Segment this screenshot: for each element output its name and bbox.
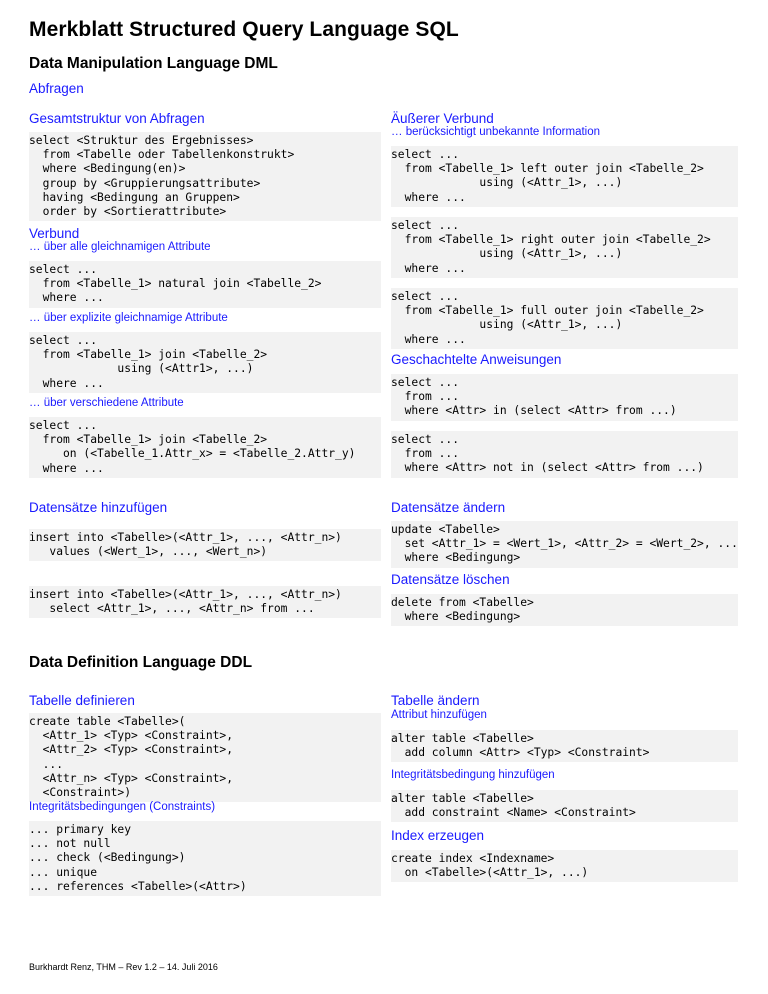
- code-line: from <Tabelle_1> right outer join <Tabelle_2>: [391, 233, 711, 247]
- index-heading: Index erzeugen: [391, 828, 485, 843]
- insert-heading: Datensätze hinzufügen: [29, 500, 168, 515]
- code-line: from <Tabelle_1> join <Tabelle_2>: [29, 433, 268, 447]
- code-line: from ...: [391, 390, 460, 404]
- code-line: <Constraint>): [29, 785, 132, 799]
- code-line: where ...: [391, 332, 466, 346]
- code-line: select <Attr_1>, ..., <Attr_n> from ...: [29, 602, 315, 616]
- code-line: from <Tabelle_1> full outer join <Tabelle_2>: [391, 304, 704, 318]
- verbund-on-sub: … über verschiedene Attribute: [29, 397, 184, 409]
- code-line: select ...: [29, 334, 98, 347]
- outer-join-sub: … berücksichtigt unbekannte Information: [391, 126, 601, 138]
- code-line: select ...: [391, 433, 460, 446]
- code-line: where ...: [29, 461, 104, 475]
- code-line: where ...: [29, 376, 104, 390]
- code-line: select ...: [391, 148, 460, 161]
- code-line: values (<Wert_1>, ..., <Wert_n>): [29, 545, 268, 559]
- code-line: on <Tabelle>(<Attr_1>, ...): [391, 866, 589, 880]
- nested-heading: Geschachtelte Anweisungen: [391, 352, 562, 367]
- footer: Burkhardt Renz, THM – Rev 1.2 – 14. Juli 2016: [29, 962, 218, 972]
- delete-code: [391, 594, 738, 626]
- code-line: delete from <Tabelle>: [391, 596, 534, 609]
- dml-heading: Data Manipulation Language DML: [29, 55, 278, 72]
- code-line: add column <Attr> <Typ> <Constraint>: [391, 746, 650, 760]
- code-line: where ...: [29, 291, 104, 305]
- code-line: where <Bedingung(en)>: [29, 162, 186, 176]
- alter-attr-code: [391, 730, 738, 762]
- nested-notin-code: [391, 431, 738, 478]
- code-line: order by <Sortierattribute>: [29, 204, 227, 218]
- code-line: from ...: [391, 447, 460, 461]
- code-line: from <Tabelle oder Tabellenkonstrukt>: [29, 148, 295, 162]
- update-code: [391, 521, 738, 568]
- verbund-natural-sub: … über alle gleichnamigen Attribute: [29, 241, 211, 253]
- verbund-natural-code: [29, 261, 381, 308]
- outer-join-heading: Äußerer Verbund: [391, 111, 494, 126]
- insert-values-code: [29, 529, 381, 561]
- code-line: select <Struktur des Ergebnisses>: [29, 134, 254, 147]
- code-line: using (<Attr1>, ...): [29, 362, 254, 376]
- code-line: insert into <Tabelle>(<Attr_1>, ..., <Attr_n>): [29, 588, 342, 601]
- page-title: Merkblatt Structured Query Language SQL: [29, 18, 459, 41]
- code-line: on (<Tabelle_1.Attr_x> = <Tabelle_2.Attr_y): [29, 447, 356, 461]
- code-line: insert into <Tabelle>(<Attr_1>, ..., <Attr_n>): [29, 531, 342, 544]
- gesamtstruktur-code: [29, 132, 381, 221]
- code-line: where ...: [391, 261, 466, 275]
- alter-constraint-sub: Integritätsbedingung hinzufügen: [391, 769, 555, 781]
- code-line: set <Attr_1> = <Wert_1>, <Attr_2> = <Wert_2>, ...: [391, 537, 738, 551]
- code-line: select ...: [29, 419, 98, 432]
- code-line: create index <Indexname>: [391, 852, 555, 865]
- constraints-code: [29, 821, 381, 896]
- code-line: from <Tabelle_1> natural join <Tabelle_2>: [29, 277, 322, 291]
- code-line: using (<Attr_1>, ...): [391, 176, 623, 190]
- code-line: where <Attr> in (select <Attr> from ...): [391, 404, 677, 418]
- code-line: alter table <Tabelle>: [391, 732, 534, 745]
- code-line: from <Tabelle_1> join <Tabelle_2>: [29, 348, 268, 362]
- create-table-code: [29, 713, 381, 802]
- code-line: <Attr_1> <Typ> <Constraint>,: [29, 729, 234, 743]
- code-line: ... not null: [29, 837, 111, 851]
- code-line: <Attr_2> <Typ> <Constraint>,: [29, 743, 234, 757]
- ddl-heading: Data Definition Language DDL: [29, 654, 253, 671]
- code-line: ...: [29, 757, 64, 771]
- code-line: where ...: [391, 190, 466, 204]
- insert-select-code: [29, 586, 381, 618]
- code-line: <Attr_n> <Typ> <Constraint>,: [29, 771, 234, 785]
- code-line: ... references <Tabelle>(<Attr>): [29, 879, 247, 893]
- code-line: where <Attr> not in (select <Attr> from ...): [391, 461, 704, 475]
- code-line: using (<Attr_1>, ...): [391, 247, 623, 261]
- verbund-on-code: [29, 417, 381, 478]
- code-line: using (<Attr_1>, ...): [391, 318, 623, 332]
- left-outer-code: [391, 146, 738, 207]
- code-line: group by <Gruppierungsattribute>: [29, 176, 261, 190]
- code-line: ... primary key: [29, 823, 132, 836]
- code-line: update <Tabelle>: [391, 523, 500, 536]
- code-line: select ...: [391, 219, 460, 232]
- alter-attr-sub: Attribut hinzufügen: [391, 709, 487, 721]
- code-line: create table <Tabelle>(: [29, 715, 186, 728]
- constraints-heading: Integritätsbedingungen (Constraints): [29, 801, 216, 813]
- verbund-heading: Verbund: [29, 226, 80, 241]
- delete-heading: Datensätze löschen: [391, 572, 510, 587]
- right-outer-code: [391, 217, 738, 278]
- gesamtstruktur-heading: Gesamtstruktur von Abfragen: [29, 111, 205, 126]
- verbund-using-sub: … über explizite gleichnamige Attribute: [29, 312, 228, 324]
- code-line: ... check (<Bedingung>): [29, 851, 186, 865]
- full-outer-code: [391, 288, 738, 349]
- code-line: where <Bedingung>: [391, 610, 521, 624]
- abfragen-heading: Abfragen: [29, 81, 84, 96]
- code-line: where <Bedingung>: [391, 551, 521, 565]
- code-line: add constraint <Name> <Constraint>: [391, 806, 636, 820]
- index-code: [391, 850, 738, 882]
- create-table-heading: Tabelle definieren: [29, 693, 135, 708]
- code-line: select ...: [391, 290, 460, 303]
- code-line: having <Bedingung an Gruppen>: [29, 190, 240, 204]
- update-heading: Datensätze ändern: [391, 500, 506, 515]
- alter-constraint-code: [391, 790, 738, 822]
- alter-table-heading: Tabelle ändern: [391, 693, 480, 708]
- code-line: from <Tabelle_1> left outer join <Tabelle_2>: [391, 162, 704, 176]
- code-line: ... unique: [29, 865, 98, 879]
- verbund-using-code: [29, 332, 381, 393]
- code-line: select ...: [29, 263, 98, 276]
- code-line: alter table <Tabelle>: [391, 792, 534, 805]
- code-line: select ...: [391, 376, 460, 389]
- nested-in-code: [391, 374, 738, 421]
